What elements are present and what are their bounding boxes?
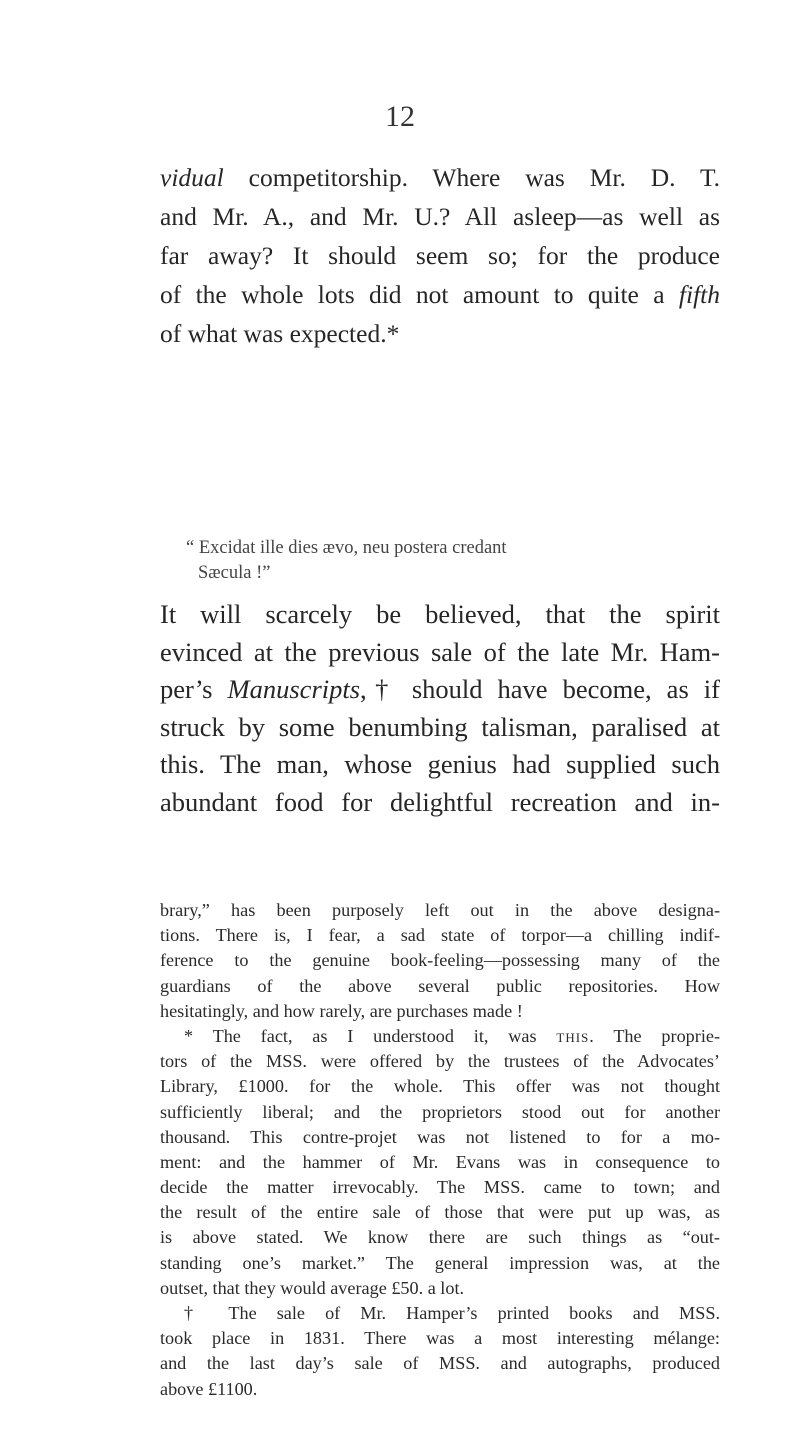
footnote-line: decide the matter irrevocably. The MSS. came to town; and xyxy=(160,1177,720,1198)
main-line-text: competitorship. Where was Mr. D. T. xyxy=(223,163,720,192)
footnote-line: Library, £1000. for the whole. This offer was not thought xyxy=(160,1076,720,1097)
footnote-line: and the last day’s sale of MSS. and autographs, produced xyxy=(160,1353,720,1374)
footnote-text: * The fact, as I understood it, was xyxy=(184,1025,557,1046)
main-line: far away? It should seem so; for the produce xyxy=(160,241,720,270)
quote-line: “ Excidat ille dies ævo, neu postera credant xyxy=(186,538,507,558)
footnote-line: outset, that they would average £50. a lot. xyxy=(160,1277,465,1298)
paragraph-line: It will scarcely be believed, that the spirit xyxy=(160,599,720,629)
footnote-line: ment: and the hammer of Mr. Evans was in consequence to xyxy=(160,1151,720,1172)
footnote-star-first-line xyxy=(160,1024,720,1049)
footnote-dagger-first-line: † The sale of Mr. Hamper’s printed books and MSS. xyxy=(184,1303,720,1323)
footnote-line: sufficiently liberal; and the proprietors stood out for another xyxy=(160,1101,720,1122)
footnote-text: . The proprie- xyxy=(589,1025,720,1046)
main-line: of what was expected.* xyxy=(160,319,400,348)
main-line: and Mr. A., and Mr. U.? All asleep—as well as xyxy=(160,202,720,231)
paragraph xyxy=(160,596,720,821)
italic-word: fifth xyxy=(678,280,720,309)
footnote-line: standing one’s market.” The general impression was, at the xyxy=(160,1252,720,1273)
quote-line: Sæcula !” xyxy=(198,563,271,583)
small-caps-word: this xyxy=(556,1025,590,1046)
main-line xyxy=(160,158,720,197)
footnote-line: brary,” has been purposely left out in the above designa- xyxy=(160,900,720,920)
italic-title: Manuscripts xyxy=(227,674,361,704)
paragraph-line xyxy=(160,671,720,709)
footnote-line: is above stated. We know there are such things as “out- xyxy=(160,1227,720,1248)
latin-quotation xyxy=(186,536,706,586)
main-line xyxy=(160,275,720,314)
main-text xyxy=(160,158,720,353)
footnote-line: guardians of the above several public repositories. How xyxy=(160,975,720,996)
footnote-line: above £1100. xyxy=(160,1378,258,1399)
footnote-line: tions. There is, I fear, a sad state of torpor—a chilling indif- xyxy=(160,925,720,946)
main-line-text: of the whole lots did not amount to quite a xyxy=(160,280,679,309)
footnote-line: the result of the entire sale of those that were put up was, as xyxy=(160,1202,720,1223)
paragraph-line: this. The man, whose genius had supplied such xyxy=(160,749,720,779)
footnote-line: thousand. This contre-projet was not listened to for a mo- xyxy=(160,1126,720,1147)
page-number: 12 xyxy=(385,100,415,133)
paragraph-line: evinced at the previous sale of the late Mr. Ham- xyxy=(160,636,720,667)
footnote-line: took place in 1831. There was a most interesting mélange: xyxy=(160,1328,720,1349)
paragraph-text: ,† should have become, as if xyxy=(360,674,720,704)
footnote-line: hesitatingly, and how rarely, are purchases made ! xyxy=(160,1000,523,1021)
footnote-line: ference to the genuine book-feeling—possessing many of the xyxy=(160,950,720,971)
footnotes xyxy=(160,898,720,1402)
paragraph-line: abundant food for delightful recreation and in- xyxy=(160,786,720,817)
paragraph-text: per’s xyxy=(160,674,228,704)
paragraph-line: struck by some benumbing talisman, paralised at xyxy=(160,711,720,742)
footnote-line: tors of the MSS. were offered by the trustees of the Advocates’ xyxy=(160,1051,720,1072)
italic-word: vidual xyxy=(160,163,224,192)
